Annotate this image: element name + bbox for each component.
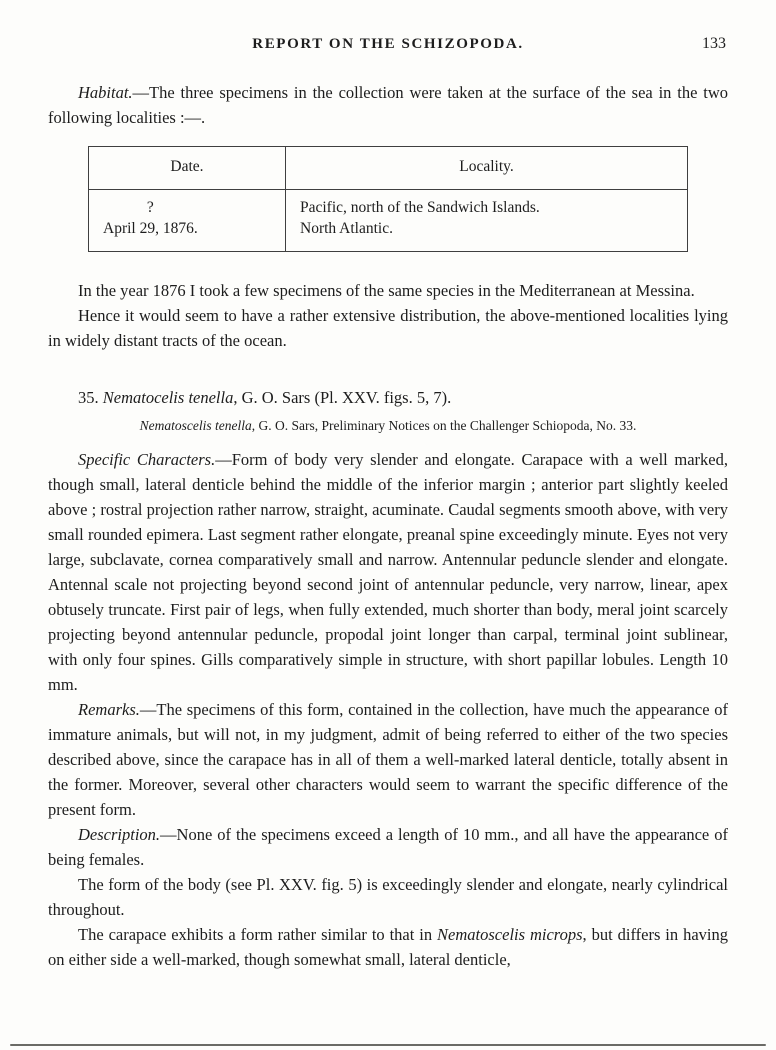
specific-characters-paragraph <box>48 447 728 697</box>
table-cell-date <box>89 190 286 251</box>
description-paragraph <box>48 822 728 872</box>
carapace-species-name: Nematoscelis microps <box>437 925 583 944</box>
page-scan-edge <box>10 1044 766 1046</box>
locality-line-2: North Atlantic. <box>300 220 393 237</box>
habitat-lead: Habitat. <box>78 83 133 102</box>
page-title: REPORT ON THE SCHIZOPODA. <box>252 36 524 52</box>
citation-text: , G. O. Sars, Preliminary Notices on the Challenger Schiopoda, No. 33. <box>251 418 637 433</box>
paragraph-mediterranean: In the year 1876 I took a few specimens of the same species in the Mediterranean at Messina. <box>78 281 695 300</box>
remarks-text: —The specimens of this form, contained in the collection, have much the appearance of immature animals, but will not, in my judgment, admit of being referred to either of the two species described above, since the carapace has in all of them a well-marked lateral denticle, totally absent in the former. Moreover, several other characters would seem to warrant the specific difference of the present form. <box>48 700 728 819</box>
remarks-lead: Remarks. <box>78 700 140 719</box>
section-heading <box>48 385 728 410</box>
table-header-date: Date. <box>89 147 286 190</box>
specific-characters-lead: Specific Characters. <box>78 450 216 469</box>
table-header-locality: Locality. <box>286 147 687 190</box>
description-text: —None of the specimens exceed a length of 10 mm., and all have the appearance of being females. <box>48 825 728 869</box>
date-stack <box>103 197 198 239</box>
remarks-paragraph <box>48 697 728 822</box>
paragraph-carapace <box>48 922 728 972</box>
species-name: Nematocelis tenella <box>102 388 234 407</box>
description-lead: Description. <box>78 825 161 844</box>
table-cell-locality <box>286 190 687 251</box>
citation-species: Nematoscelis tenella <box>139 418 252 433</box>
locality-table <box>88 146 688 252</box>
section-number: 35. <box>78 388 103 407</box>
date-value: April 29, 1876. <box>103 220 198 237</box>
page-number: 133 <box>702 35 726 52</box>
citation <box>48 417 728 435</box>
habitat-paragraph <box>48 80 728 130</box>
habitat-text: —The three specimens in the collection were taken at the surface of the sea in the two following localities :—. <box>48 83 728 127</box>
carapace-text-after: , but differs in having on either side a well-marked, though somewhat small, lateral denticle, <box>48 925 728 969</box>
carapace-text-before: The carapace exhibits a form rather similar to that in <box>78 925 438 944</box>
specific-characters-text: —Form of body very slender and elongate. Carapace with a well marked, though small, lateral denticle behind the middle of the inferior margin ; anterior part slightly keeled above ; rostral projection rather narrow, straight, acuminate. Caudal segments smooth above, with very small rounded epimera. Last segment rather elongate, preanal spine exceedingly minute. Eyes not very large, subclavate, cornea comparatively small and narrow. Antennular peduncle slender and elongate. Antennal scale not projecting beyond second joint of antennular peduncle, very narrow, linear, apex obtusely truncate. First pair of legs, when fully extended, much shorter than body, meral joint scarcely projecting beyond antennular peduncle, propodal joint longer than carpal, terminal joint sublinear, with only four spines. Gills comparatively simple in structure, with short papillar lobules. Length 10 mm. <box>48 450 728 694</box>
page-header <box>48 36 728 58</box>
locality-line-1: Pacific, north of the Sandwich Islands. <box>300 199 540 216</box>
section-suffix: , G. O. Sars (Pl. XXV. figs. 5, 7). <box>233 388 452 407</box>
date-uncertain-mark: ? <box>146 199 154 216</box>
table-header-row <box>89 147 687 190</box>
paragraph-distribution: Hence it would seem to have a rather extensive distribution, the above-mentioned localities lying in widely distant tracts of the ocean. <box>48 306 728 350</box>
paragraph-body-form: The form of the body (see Pl. XXV. fig. 5) is exceedingly slender and elongate, nearly cylindrical throughout. <box>48 875 728 919</box>
table-body-row <box>89 190 687 251</box>
